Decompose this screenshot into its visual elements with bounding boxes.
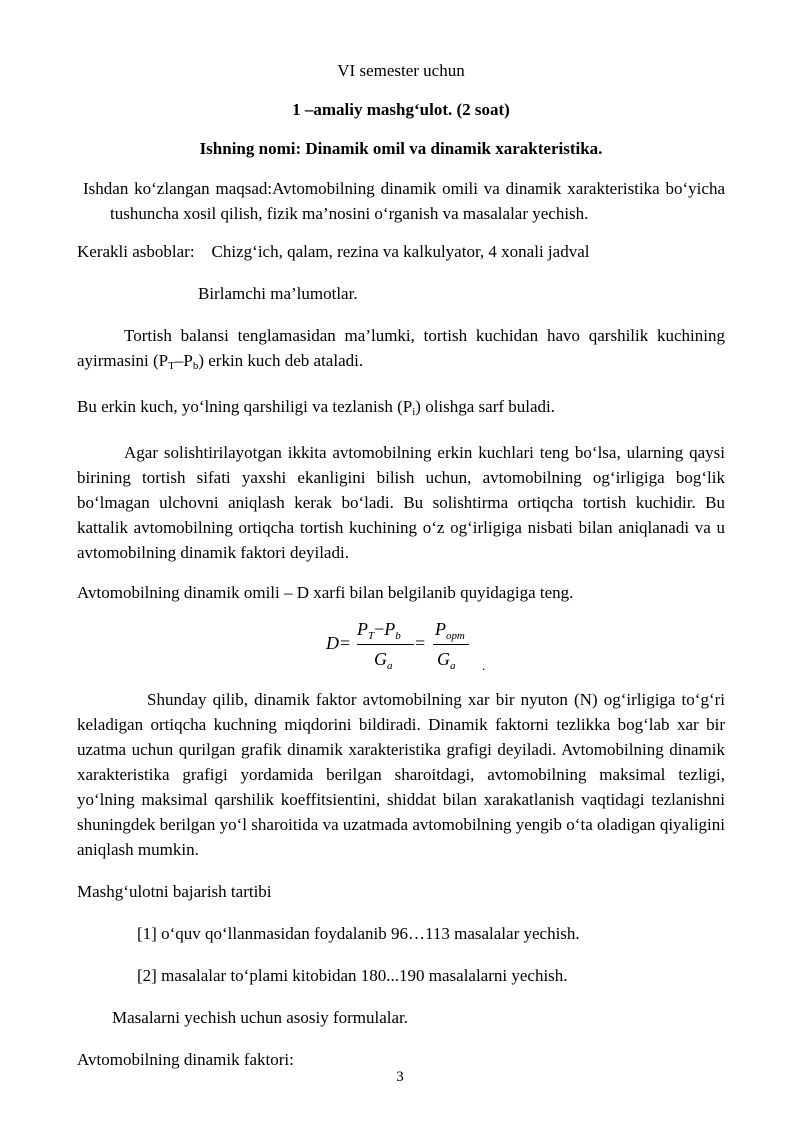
paragraph-free-force-usage (77, 394, 725, 425)
formula-denominator-1 (374, 647, 393, 679)
formula-tail: . (482, 658, 486, 673)
goal-paragraph: Ishdan ko‘zlangan maqsad:Avtomobilning dinamik omili va dinamik xarakteristika bo‘yicha tushuncha xosil qilish, fizik ma’nosini o‘rganish va masalalar yechish. (83, 179, 725, 223)
fraction-bar-2 (433, 644, 469, 645)
tools-line (77, 239, 725, 264)
dynamic-factor-formula (77, 613, 725, 675)
work-name: Ishning nomi: Dinamik omil va dinamik xarakteristika. (199, 139, 603, 158)
subscript-b: b (192, 360, 199, 372)
formula-eq1: = (340, 633, 351, 653)
subscript-i: i (412, 406, 416, 418)
formula-sub-a: a (387, 660, 393, 672)
procedure-heading: Mashg‘ulotni bajarish tartibi (77, 882, 272, 901)
paragraph-dynamic-characteristic: Shunday qilib, dinamik faktor avtomobilning xar bir nyuton (N) og‘irligiga to‘g‘ri keladigan ortiqcha kuchning miqdorini bildiradi. Dinamik faktorni tezlikka bog‘lab xar bir uzatma uchun qurilgan grafik dinamik xarakteristika grafigi deyiladi. Avtomobilning dinamik xarakteristika grafigi yordamida berilgan sharoitdagi, avtomobilning maksimal tezligi, yo‘lning maksimal qarshilik koeffitsientini, shiddat bilan xarakatlanish vaqtidagi tezlanishni shuningdek berilgan yo‘l sharoitida va uzatmada avtomobilning yengib o‘ta oladigan qiyaligini aniqlash mumkin. (77, 690, 725, 859)
formula-sub-b: b (395, 630, 401, 642)
initial-data-heading: Birlamchi ma’lumotlar. (198, 284, 358, 303)
formula-p-ort: P (435, 619, 446, 639)
tools-value: Chizg‘ich, qalam, rezina va kalkulyator, 4 xonali jadval (211, 242, 590, 261)
paragraph-free-force-text: Tortish balansi tenglamasidan ma’lumki, tortish kuchidan havo qarshilik kuchining ayirmasini (P (77, 326, 725, 370)
formula-minus: − (374, 619, 385, 639)
paragraph-usage-text: Bu erkin kuch, yo‘lning qarshiligi va tezlanish (P (77, 397, 413, 416)
formula-p-t: P (357, 619, 368, 639)
formula-p-b: P (384, 619, 396, 639)
tools-label: Kerakli asboblar: (77, 242, 195, 261)
formulas-heading: Masalarni yechish uchun asosiy formulalar. (112, 1008, 409, 1027)
formula-sub-a-2: a (450, 660, 456, 672)
paragraph-usage-end: ) olishga sarf buladi. (415, 397, 556, 416)
paragraph-free-force-end: ) erkin kuch deb ataladi. (198, 351, 364, 370)
paragraph-dynamic-factor-definition: Agar solishtirilayotgan ikkita avtomobilning erkin kuchlari teng bo‘lsa, ularning qaysi birining tortish sifati yaxshi ekanligini bilish uchun, avtomobilning og‘irligiga bog‘lik bo‘lmagan ulchovni aniqlash kerak bo‘ladi. Bu solishtirma ortiqcha tortish kuchidir. Bu kattalik avtomobilning ortiqcha tortish kuchining o‘z og‘irligiga nisbati bilan aniqlanadi va u avtomobilning dinamik faktori deyiladi. (77, 443, 725, 562)
procedure-item-1: [1] o‘quv qo‘llanmasidan foydalanib 96…113 masalalar yechish. (137, 924, 580, 943)
formula-lhs: D (326, 633, 339, 653)
lesson-title: 1 –amaliy mashg‘ulot. (2 soat) (292, 100, 510, 119)
formula-g-a-2: G (437, 649, 450, 669)
formula-denominator-2 (437, 647, 456, 679)
formula-sub-ort: орт (446, 630, 465, 642)
formula-eq2: = (415, 633, 426, 653)
subscript-t: T (168, 360, 175, 372)
paragraph-dynamic-omil: Avtomobilning dinamik omili – D xarfi bilan belgilanib quyidagiga teng. (77, 583, 574, 602)
paragraph-free-force (77, 323, 725, 379)
page-number: 3 (396, 1069, 404, 1085)
semester-label: VI semester uchun (337, 61, 465, 80)
formula-sub-t: T (368, 630, 375, 642)
formula-g-a: G (374, 649, 387, 669)
procedure-item-2: [2] masalalar to‘plami kitobidan 180...190 masalalarni yechish. (137, 966, 568, 985)
document-page (77, 58, 725, 1072)
fraction-bar-1 (357, 644, 414, 645)
paragraph-free-force-mid: –P (174, 351, 193, 370)
dynamic-factor-label: Avtomobilning dinamik faktori: (77, 1050, 294, 1069)
